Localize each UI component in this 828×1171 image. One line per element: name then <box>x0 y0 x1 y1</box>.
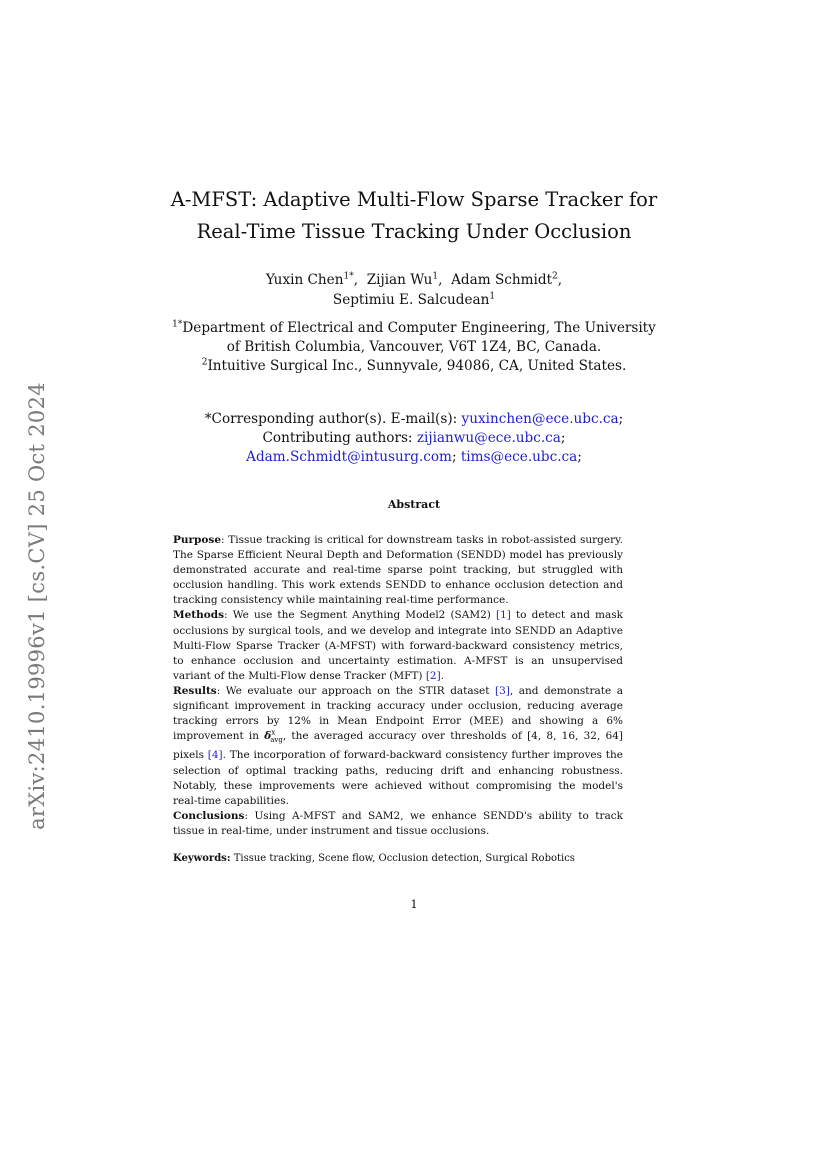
author-name: Zijian Wu <box>366 272 433 288</box>
paper-title <box>0 184 828 248</box>
contributing-authors <box>0 429 828 448</box>
affiliation-text: Department of Electrical and Computer Engineering, The University <box>182 320 656 336</box>
keywords-text: Tissue tracking, Scene flow, Occlusion detection, Surgical Robotics <box>230 853 575 864</box>
author-affiliation-mark: 1* <box>343 271 354 282</box>
separator: ; <box>451 449 461 465</box>
title-line-1: A-MFST: Adaptive Multi-Flow Sparse Tracker for <box>170 188 658 211</box>
author-affiliation-mark: 1 <box>489 291 496 302</box>
affiliation-mark: 2 <box>201 357 208 368</box>
delta-superscript: x <box>271 728 276 737</box>
page-number: 1 <box>410 897 418 911</box>
author-name: Yuxin Chen <box>265 272 344 288</box>
corresponding-author <box>0 410 828 429</box>
keywords <box>173 852 623 866</box>
section-text: : Tissue tracking is critical for downstream tasks in robot-assisted surgery. The Sparse Efficient Neural Depth and Deformation (SENDD) model has previously demonstrated accurate and real-time sparse point tracking, but struggled with occlusion handling. This work extends SENDD to enhance occlusion detection and tracking consistency while maintaining real-time performance. <box>173 534 623 607</box>
abstract-conclusions <box>173 809 623 839</box>
author-affiliation-mark: 2 <box>552 271 558 282</box>
section-text: : Using A-MFST and SAM2, we enhance SENDD's ability to track tissue in real-time, under instrument and tissue occlusions. <box>173 809 623 837</box>
citation-link[interactable]: [4] <box>207 749 223 762</box>
author-separator: , <box>353 272 367 288</box>
section-label: Methods <box>173 609 225 622</box>
author-name: Adam Schmidt <box>451 272 553 288</box>
keywords-label: Keywords: <box>173 853 231 864</box>
abstract-body <box>173 533 627 839</box>
abstract-purpose <box>173 533 623 608</box>
separator: ; <box>560 430 566 446</box>
section-label: Results <box>173 684 217 697</box>
author-name: Septimiu E. Salcudean <box>332 292 490 308</box>
authors-line-1 <box>0 270 828 290</box>
contributor-email-link[interactable]: tims@ece.ubc.ca <box>460 449 578 465</box>
authors-line-2 <box>0 290 828 310</box>
section-text: . <box>440 669 445 682</box>
affiliation-1-line-1 <box>0 319 828 338</box>
section-label: Purpose <box>173 534 221 546</box>
contact-info <box>0 410 828 467</box>
contributing-label: Contributing authors: <box>262 430 417 446</box>
section-text: : We evaluate our approach on the STIR dataset <box>216 684 495 697</box>
contributing-authors-cont <box>0 448 828 467</box>
affiliation-text: Intuitive Surgical Inc., Sunnyvale, 94086, CA, United States. <box>207 358 627 374</box>
citation-link[interactable]: [3] <box>494 684 510 697</box>
delta-subscript: avg <box>270 736 283 745</box>
abstract-methods <box>173 608 627 683</box>
affiliation-2 <box>0 357 828 376</box>
author-list <box>0 270 828 310</box>
separator: ; <box>618 411 624 427</box>
section-text: , the averaged accuracy over thresholds of [4, 8, 16, 32, 64] pixels <box>173 730 627 762</box>
section-text: . The incorporation of forward-backward consistency further improves the selection of optimal tracking paths, reducing drift and enhancing robustness. Notably, these improvements were achieved without compromising the model's real-time capabilities. <box>173 749 623 807</box>
corresponding-label: *Corresponding author(s). E-mail(s): <box>204 411 462 427</box>
arxiv-stamp: arXiv:2410.19996v1 [cs.CV] 25 Oct 2024 <box>25 382 49 830</box>
author-separator: , <box>438 272 452 288</box>
contributor-email-link[interactable]: zijianwu@ece.ubc.ca <box>416 430 561 446</box>
section-text: : We use the Segment Anything Model2 (SAM2) <box>224 609 496 622</box>
contributor-email-link[interactable]: Adam.Schmidt@intusurg.com <box>246 449 452 465</box>
section-text: to detect and mask occlusions by surgical tools, and we develop and integrate into SENDD an Adaptive Multi-Flow Sparse Tracker (A-MFST) with forward-backward consistency metrics, to enhance occlusion and uncertainty estimation. A-MFST is an unsupervised variant of the Multi-Flow dense Tracker (MFT) <box>173 609 627 682</box>
citation-link[interactable]: [1] <box>495 609 511 622</box>
affiliation-1-line-2: of British Columbia, Vancouver, V6T 1Z4, BC, Canada. <box>226 339 602 355</box>
section-text: , and demonstrate a significant improvement in tracking accuracy under occlusion, reducing average tracking errors by 12% in Mean Endpoint Error (MEE) and showing a 6% improvement in <box>173 684 627 743</box>
author-affiliation-mark: 1 <box>432 271 439 282</box>
affiliations <box>0 319 828 376</box>
abstract-results <box>173 684 627 809</box>
author-separator: , <box>557 272 563 288</box>
abstract-heading: Abstract <box>387 498 441 511</box>
delta-metric-symbol <box>264 728 283 745</box>
affiliation-mark: 1* <box>172 319 183 330</box>
delta-glyph: δ <box>264 730 272 743</box>
citation-link[interactable]: [2] <box>425 669 441 682</box>
title-line-2: Real-Time Tissue Tracking Under Occlusion <box>196 220 632 243</box>
section-label: Conclusions <box>173 809 245 822</box>
corresponding-email-link[interactable]: yuxinchen@ece.ubc.ca <box>461 411 619 427</box>
separator: ; <box>577 449 582 465</box>
